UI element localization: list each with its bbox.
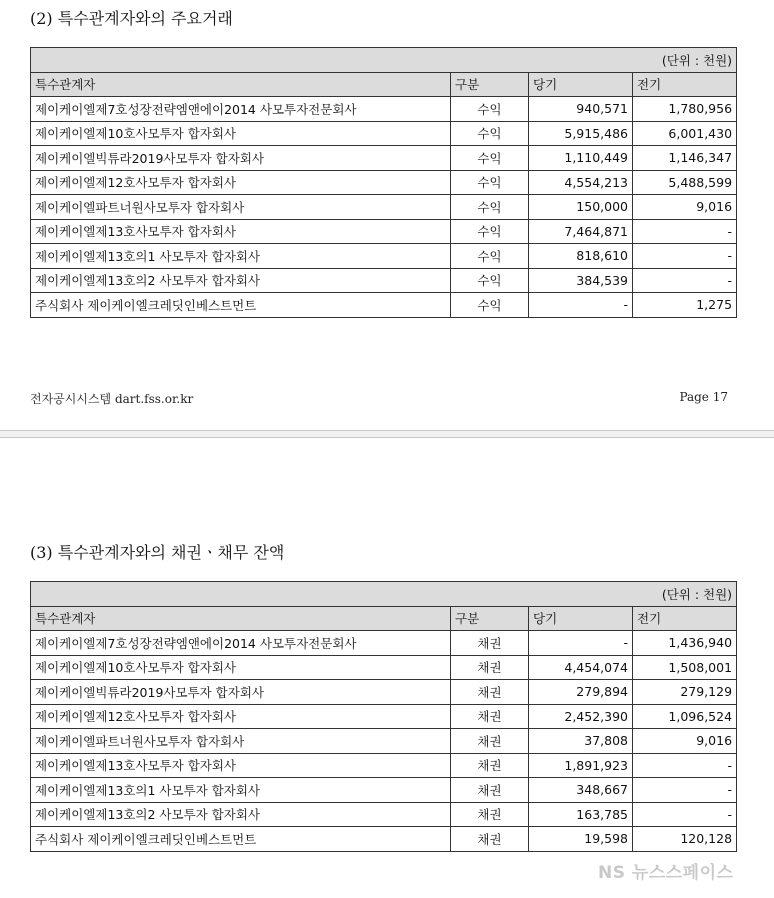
category-cell: 채권 [451, 631, 529, 656]
table-row [31, 195, 737, 220]
prior-period-amount: 1,508,001 [633, 655, 737, 680]
current-period-amount: - [529, 293, 633, 318]
header-current-period: 당기 [529, 72, 633, 97]
related-party-name: 제이케이엘제13호의1 사모투자 합자회사 [31, 778, 451, 803]
prior-period-amount: - [633, 219, 737, 244]
current-period-amount: 4,554,213 [529, 170, 633, 195]
header-related-party: 특수관계자 [31, 72, 451, 97]
unit-row [31, 48, 737, 73]
news-watermark: NS 뉴스스페이스 [598, 863, 734, 883]
footer-page-number: Page 17 [679, 390, 728, 404]
related-party-name: 제이케이엘제13호의2 사모투자 합자회사 [31, 268, 451, 293]
table-row [31, 655, 737, 680]
category-cell: 수익 [451, 170, 529, 195]
category-cell: 채권 [451, 655, 529, 680]
category-cell: 채권 [451, 680, 529, 705]
category-cell: 채권 [451, 704, 529, 729]
current-period-amount: 37,808 [529, 729, 633, 754]
category-cell: 채권 [451, 802, 529, 827]
table-row [31, 729, 737, 754]
receivables-payables-body [31, 582, 737, 852]
header-related-party: 특수관계자 [31, 606, 451, 631]
prior-period-amount: - [633, 268, 737, 293]
header-row [31, 72, 737, 97]
receivables-payables-table [30, 581, 737, 852]
current-period-amount: 2,452,390 [529, 704, 633, 729]
related-party-name: 제이케이엘제10호사모투자 합자회사 [31, 121, 451, 146]
prior-period-amount: - [633, 244, 737, 269]
current-period-amount: 348,667 [529, 778, 633, 803]
related-party-name: 제이케이엘파트너원사모투자 합자회사 [31, 729, 451, 754]
prior-period-amount: 1,146,347 [633, 146, 737, 171]
header-category: 구분 [451, 72, 529, 97]
current-period-amount: 384,539 [529, 268, 633, 293]
category-cell: 수익 [451, 146, 529, 171]
category-cell: 채권 [451, 753, 529, 778]
related-party-name: 주식회사 제이케이엘크레딧인베스트먼트 [31, 827, 451, 852]
category-cell: 수익 [451, 293, 529, 318]
current-period-amount: 1,110,449 [529, 146, 633, 171]
header-category: 구분 [451, 606, 529, 631]
prior-period-amount: 1,780,956 [633, 97, 737, 122]
related-party-name: 제이케이엘제12호사모투자 합자회사 [31, 704, 451, 729]
header-row [31, 606, 737, 631]
table-row [31, 170, 737, 195]
prior-period-amount: - [633, 753, 737, 778]
table-row [31, 121, 737, 146]
related-party-name: 제이케이엘빅튜라2019사모투자 합자회사 [31, 680, 451, 705]
table-row [31, 802, 737, 827]
table-row [31, 778, 737, 803]
prior-period-amount: 120,128 [633, 827, 737, 852]
related-party-name: 제이케이엘제13호의1 사모투자 합자회사 [31, 244, 451, 269]
current-period-amount: 5,915,486 [529, 121, 633, 146]
current-period-amount: 1,891,923 [529, 753, 633, 778]
category-cell: 채권 [451, 729, 529, 754]
unit-label: (단위 : 천원) [31, 48, 737, 73]
current-period-amount: 940,571 [529, 97, 633, 122]
related-party-name: 제이케이엘제12호사모투자 합자회사 [31, 170, 451, 195]
table-row [31, 97, 737, 122]
major-transactions-body [31, 48, 737, 318]
table-row [31, 704, 737, 729]
major-transactions-table [30, 47, 737, 318]
related-party-name: 제이케이엘제13호의2 사모투자 합자회사 [31, 802, 451, 827]
current-period-amount: - [529, 631, 633, 656]
related-party-name: 제이케이엘빅튜라2019사모투자 합자회사 [31, 146, 451, 171]
unit-row [31, 582, 737, 607]
category-cell: 채권 [451, 778, 529, 803]
prior-period-amount: 1,436,940 [633, 631, 737, 656]
related-party-name: 제이케이엘제10호사모투자 합자회사 [31, 655, 451, 680]
prior-period-amount: - [633, 778, 737, 803]
table-row [31, 753, 737, 778]
category-cell: 수익 [451, 244, 529, 269]
table-row [31, 827, 737, 852]
related-party-name: 제이케이엘제7호성장전략엠앤에이2014 사모투자전문회사 [31, 631, 451, 656]
category-cell: 채권 [451, 827, 529, 852]
section-title-receivables-payables: (3) 특수관계자와의 채권ㆍ채무 잔액 [30, 543, 285, 562]
unit-label: (단위 : 천원) [31, 582, 737, 607]
current-period-amount: 279,894 [529, 680, 633, 705]
current-period-amount: 163,785 [529, 802, 633, 827]
table-row [31, 244, 737, 269]
related-party-name: 제이케이엘파트너원사모투자 합자회사 [31, 195, 451, 220]
table-row [31, 146, 737, 171]
prior-period-amount: - [633, 802, 737, 827]
header-prior-period: 전기 [633, 606, 737, 631]
current-period-amount: 150,000 [529, 195, 633, 220]
current-period-amount: 4,454,074 [529, 655, 633, 680]
page-break-divider [0, 430, 774, 438]
category-cell: 수익 [451, 97, 529, 122]
prior-period-amount: 5,488,599 [633, 170, 737, 195]
prior-period-amount: 9,016 [633, 195, 737, 220]
table-row [31, 631, 737, 656]
prior-period-amount: 1,096,524 [633, 704, 737, 729]
related-party-name: 제이케이엘제13호사모투자 합자회사 [31, 219, 451, 244]
category-cell: 수익 [451, 268, 529, 293]
table-row [31, 293, 737, 318]
table-row [31, 219, 737, 244]
table-row [31, 268, 737, 293]
related-party-name: 주식회사 제이케이엘크레딧인베스트먼트 [31, 293, 451, 318]
category-cell: 수익 [451, 219, 529, 244]
section-title-major-transactions: (2) 특수관계자와의 주요거래 [30, 9, 233, 28]
prior-period-amount: 1,275 [633, 293, 737, 318]
current-period-amount: 7,464,871 [529, 219, 633, 244]
category-cell: 수익 [451, 121, 529, 146]
prior-period-amount: 9,016 [633, 729, 737, 754]
category-cell: 수익 [451, 195, 529, 220]
related-party-name: 제이케이엘제13호사모투자 합자회사 [31, 753, 451, 778]
current-period-amount: 818,610 [529, 244, 633, 269]
prior-period-amount: 6,001,430 [633, 121, 737, 146]
table-row [31, 680, 737, 705]
header-current-period: 당기 [529, 606, 633, 631]
header-prior-period: 전기 [633, 72, 737, 97]
footer-source: 전자공시시스템 dart.fss.or.kr [30, 392, 194, 406]
related-party-name: 제이케이엘제7호성장전략엠앤에이2014 사모투자전문회사 [31, 97, 451, 122]
prior-period-amount: 279,129 [633, 680, 737, 705]
current-period-amount: 19,598 [529, 827, 633, 852]
